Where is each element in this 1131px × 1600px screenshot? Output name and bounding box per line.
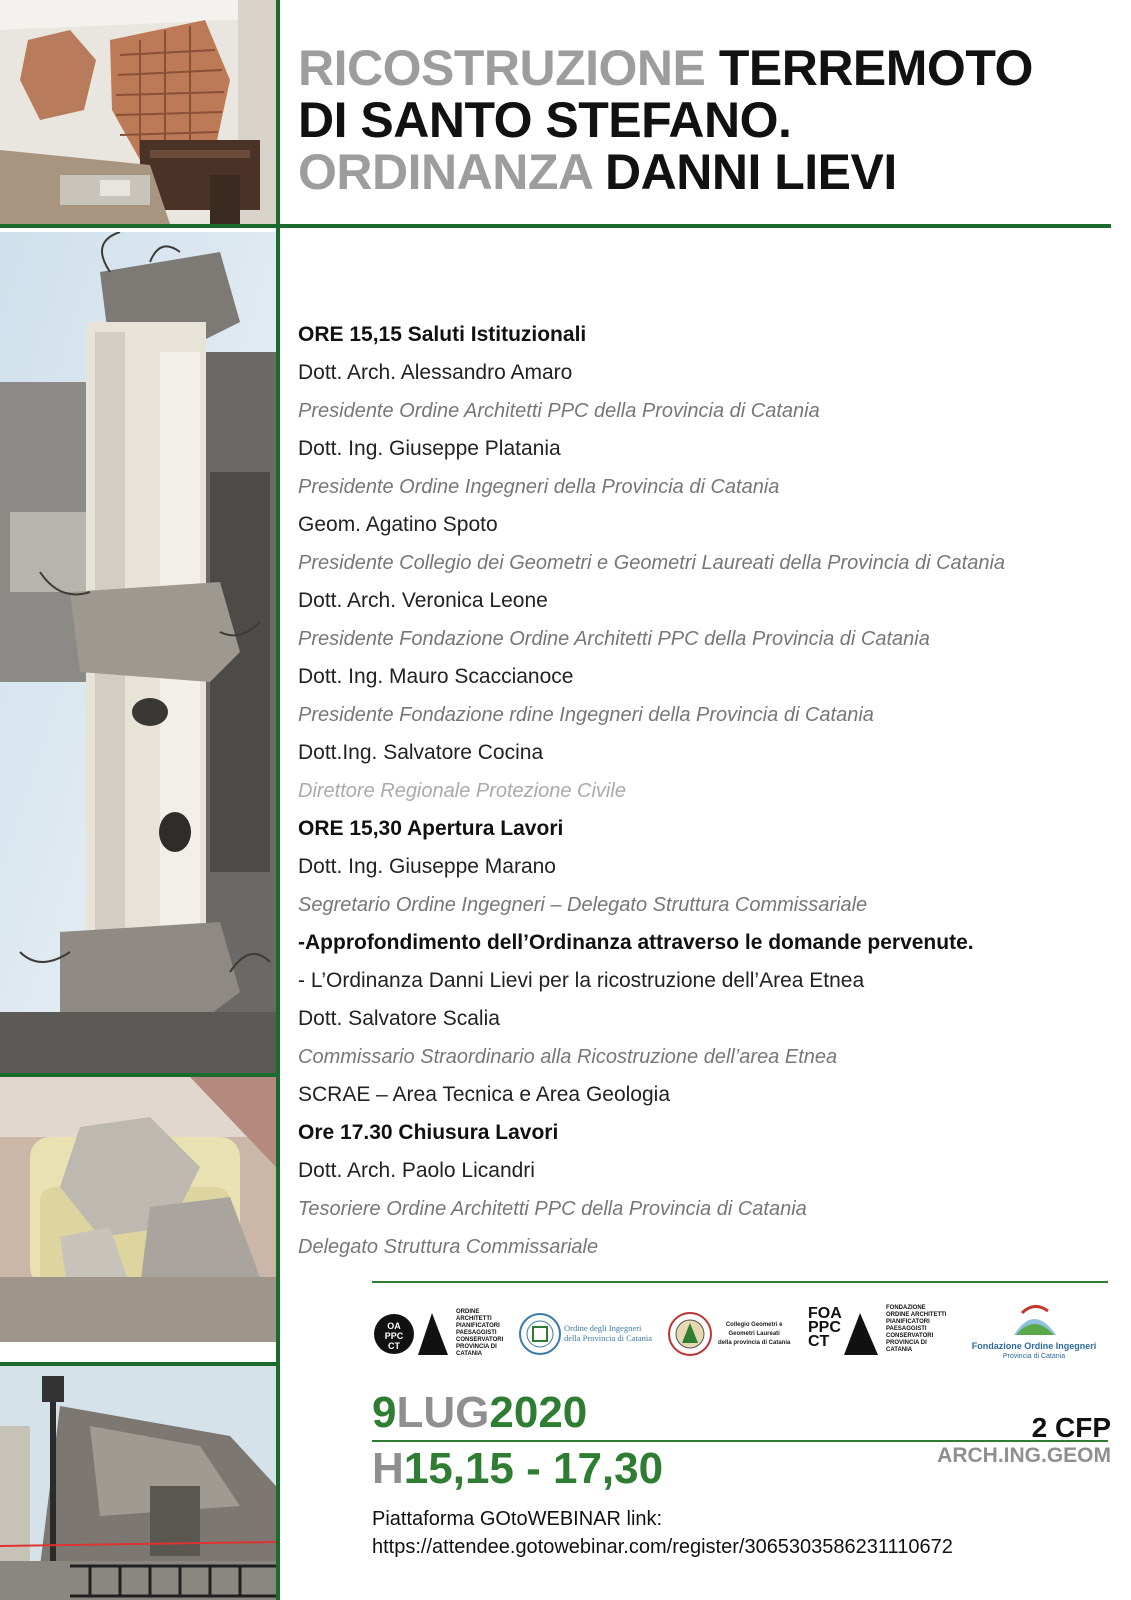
oappc-text	[456, 1309, 503, 1358]
cfp-credits: 2 CFP	[1031, 1412, 1111, 1443]
ingegneri-text-line: della Provincia di Catania	[564, 1333, 653, 1343]
foa-text	[886, 1305, 946, 1354]
oappc-text-line: PIANIFICATORI	[456, 1323, 500, 1329]
program-name-row: Dott. Ing. Giuseppe Platania	[298, 437, 561, 460]
foa-mark	[808, 1307, 844, 1349]
oappc-text-line: PROVINCIA DI	[456, 1344, 497, 1350]
foa-text-line: CONSERVATORI	[886, 1333, 934, 1339]
event-month: LUG	[396, 1388, 490, 1437]
foa-text-line: PAESAGGISTI	[886, 1326, 927, 1332]
oappc-text-line: CATANIA	[456, 1351, 483, 1357]
foa-text-line: PIANIFICATORI	[886, 1319, 930, 1325]
program-role-row: Delegato Struttura Commissariale	[298, 1236, 599, 1258]
page-title	[298, 42, 1033, 198]
program-name-row: Dott. Ing. Mauro Scaccianoce	[298, 665, 574, 688]
program-list	[298, 316, 1118, 1266]
program-bold-row: ORE 15,30 Apertura Lavori	[298, 817, 564, 840]
ingegneri-text	[564, 1323, 652, 1343]
logo-collegio-geometri	[668, 1299, 808, 1369]
event-hours: 15,15 - 17,30	[403, 1444, 664, 1493]
photo-divider-1	[0, 1073, 280, 1077]
webinar-link[interactable]: https://attendee.gotowebinar.com/register/3065303586231110672	[372, 1536, 953, 1558]
fondazione-ing-sub: Provincia di Catania	[1002, 1353, 1066, 1360]
program-name-row: Dott.Ing. Salvatore Cocina	[298, 741, 544, 764]
webinar-platform: Piattaforma GOtoWEBINAR link:	[372, 1508, 663, 1530]
program-name-row: - L’Ordinanza Danni Lievi per la ricostruzione dell’Area Etnea	[298, 969, 865, 992]
program-name-row: Dott. Arch. Alessandro Amaro	[298, 361, 573, 384]
program-bold-row: ORE 15,15 Saluti Istituzionali	[298, 323, 587, 346]
oappc-text-line: CONSERVATORI	[456, 1337, 504, 1343]
oappc-text-line: PAESAGGISTI	[456, 1330, 497, 1336]
program-bold-row: -Approfondimento dell’Ordinanza attraverso le domande pervenute.	[298, 931, 974, 954]
photo-street-ruins	[0, 1366, 276, 1600]
program-name-row: Dott. Arch. Paolo Licandri	[298, 1159, 535, 1182]
program-role-row: Presidente Ordine Ingegneri della Provincia di Catania	[298, 476, 780, 498]
photo-collapsed-building	[0, 232, 276, 1074]
program-role-row: Segretario Ordine Ingegneri – Delegato Struttura Commissariale	[298, 894, 868, 916]
geometri-text	[718, 1321, 790, 1348]
title-line-1	[298, 42, 1033, 94]
program-role-row: Presidente Fondazione rdine Ingegneri della Provincia di Catania	[298, 704, 874, 726]
geometri-text-line: Collegio Geometri e	[725, 1322, 783, 1328]
title-word-ricostruzione: RICOSTRUZIONE	[298, 40, 706, 96]
program-name-row: Geom. Agatino Spoto	[298, 513, 498, 536]
title-word-ordinanza: ORDINANZA	[298, 144, 592, 200]
foa-mark-line: CT	[808, 1333, 830, 1350]
svg-text:PPC: PPC	[384, 1331, 404, 1341]
logos-row	[372, 1299, 1112, 1369]
program-name-row: Dott. Arch. Veronica Leone	[298, 589, 548, 612]
program-role-row: Presidente Ordine Architetti PPC della Provincia di Catania	[298, 400, 820, 422]
title-line-2	[298, 94, 1033, 146]
title-line-3	[298, 146, 1033, 198]
title-danni-lievi: DANNI LIEVI	[605, 144, 897, 200]
ingegneri-text-line: Ordine degli Ingegneri	[564, 1323, 642, 1333]
event-hour-prefix: H	[372, 1444, 404, 1493]
foa-mark-line: FOA	[808, 1305, 842, 1322]
foa-mark-line: PPC	[808, 1319, 841, 1336]
header-divider	[0, 224, 1111, 228]
program-name-row: Dott. Salvatore Scalia	[298, 1007, 500, 1030]
foa-text-line: ORDINE ARCHITETTI	[886, 1312, 947, 1318]
program-name-row: SCRAE – Area Tecnica e Area Geologia	[298, 1083, 671, 1106]
foa-text-line: PROVINCIA DI	[886, 1340, 927, 1346]
title-word-terremoto: TERREMOTO	[718, 40, 1033, 96]
cfp-block	[937, 1412, 1111, 1468]
program-role-row: Presidente Collegio dei Geometri e Geometri Laureati della Provincia di Catania	[298, 552, 1006, 574]
event-year: 2020	[489, 1388, 588, 1437]
oappc-text-line: ARCHITETTI	[456, 1316, 492, 1322]
title-santo-stefano: DI SANTO STEFANO.	[298, 92, 792, 148]
foa-text-line: CATANIA	[886, 1347, 913, 1353]
event-day: 9	[372, 1388, 397, 1437]
logos-top-rule	[372, 1281, 1108, 1283]
fondazione-ing-name: Fondazione Ordine Ingegneri	[971, 1341, 1097, 1351]
cfp-audience: ARCH.ING.GEOM	[937, 1444, 1111, 1467]
photo-damaged-room	[0, 0, 276, 224]
foa-text-line: FONDAZIONE	[886, 1305, 926, 1311]
program-name-row: Dott. Ing. Giuseppe Marano	[298, 855, 556, 878]
webinar-info	[372, 1505, 953, 1561]
program-role-row: Presidente Fondazione Ordine Architetti PPC della Provincia di Catania	[298, 628, 930, 650]
photo-divider-2	[0, 1362, 280, 1366]
svg-text:OA: OA	[387, 1321, 401, 1331]
logo-ordine-ingegneri	[518, 1299, 658, 1369]
oappc-text-line: ORDINE	[456, 1309, 480, 1315]
geometri-text-line: Geometri Laureati	[728, 1331, 780, 1337]
program-bold-row: Ore 17.30 Chiusura Lavori	[298, 1121, 559, 1144]
svg-text:CT: CT	[388, 1341, 400, 1351]
logo-fondazione-ingegneri	[956, 1299, 1112, 1369]
program-role-row: Tesoriere Ordine Architetti PPC della Provincia di Catania	[298, 1198, 807, 1220]
vertical-divider	[276, 0, 280, 1600]
logo-foa-ppc-ct	[808, 1299, 958, 1369]
photo-rubble-sofa	[0, 1077, 276, 1342]
program-role-row: Commissario Straordinario alla Ricostruzione dell’area Etnea	[298, 1046, 838, 1068]
logo-oappc-ct	[372, 1299, 512, 1369]
geometri-text-line: della provincia di Catania	[718, 1340, 791, 1346]
program-role-light-row: Direttore Regionale Protezione Civile	[298, 780, 626, 802]
